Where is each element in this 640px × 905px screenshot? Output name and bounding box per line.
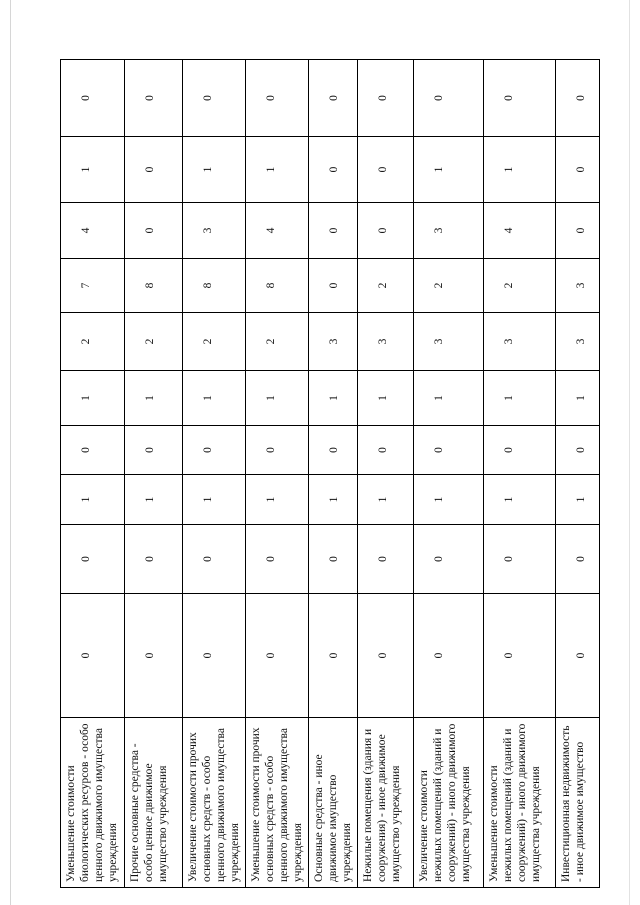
row-cell-5: 1 bbox=[309, 371, 358, 426]
row-cell-5: 1 bbox=[246, 371, 309, 426]
table-row bbox=[61, 60, 125, 888]
row-cell-8: 3 bbox=[183, 203, 246, 259]
row-cell-9: 1 bbox=[246, 137, 309, 203]
row-cell-4: 0 bbox=[556, 426, 600, 475]
row-label: Прочие основные средства - особо ценное движимое имущество учреждения bbox=[125, 718, 183, 888]
row-cell-6: 2 bbox=[125, 313, 183, 371]
row-cell-7: 3 bbox=[556, 259, 600, 313]
row-cell-6: 3 bbox=[556, 313, 600, 371]
row-cell-3: 1 bbox=[414, 475, 484, 525]
row-cell-6: 3 bbox=[358, 313, 414, 371]
row-cell-6: 3 bbox=[309, 313, 358, 371]
row-cell-9: 1 bbox=[61, 137, 125, 203]
row-cell-7: 8 bbox=[125, 259, 183, 313]
row-cell-8: 0 bbox=[556, 203, 600, 259]
row-cell-1: 0 bbox=[358, 594, 414, 718]
row-cell-4: 0 bbox=[183, 426, 246, 475]
row-cell-5: 1 bbox=[183, 371, 246, 426]
table-row bbox=[309, 60, 358, 888]
row-label: Уменьшение стоимости прочих основных средств - особо ценного движимого имущества учреждения bbox=[246, 718, 309, 888]
row-cell-5: 1 bbox=[414, 371, 484, 426]
row-cell-6: 3 bbox=[414, 313, 484, 371]
row-cell-2: 0 bbox=[556, 525, 600, 594]
row-label: Увеличение стоимости нежилых помещений (зданий и сооружений) - иного движимого имущества учреждения bbox=[414, 718, 484, 888]
row-cell-7: 2 bbox=[414, 259, 484, 313]
row-cell-3: 1 bbox=[484, 475, 556, 525]
table-row bbox=[484, 60, 556, 888]
row-cell-2: 0 bbox=[125, 525, 183, 594]
table-row bbox=[246, 60, 309, 888]
row-cell-8: 4 bbox=[61, 203, 125, 259]
row-cell-4: 0 bbox=[484, 426, 556, 475]
table-row bbox=[414, 60, 484, 888]
row-label: Уменьшение стоимости нежилых помещений (зданий и сооружений) - иного движимого имущества учреждения bbox=[484, 718, 556, 888]
row-cell-3: 1 bbox=[61, 475, 125, 525]
row-cell-10: 0 bbox=[246, 60, 309, 137]
row-label: Инвестиционная недвижимость - иное движимое имущество bbox=[556, 718, 600, 888]
table-body bbox=[61, 60, 600, 888]
row-cell-7: 7 bbox=[61, 259, 125, 313]
table-row bbox=[358, 60, 414, 888]
row-label: Основные средства - иное движимое имущество учреждения bbox=[309, 718, 358, 888]
row-cell-4: 0 bbox=[125, 426, 183, 475]
row-cell-9: 0 bbox=[358, 137, 414, 203]
row-cell-7: 2 bbox=[484, 259, 556, 313]
row-cell-7: 8 bbox=[183, 259, 246, 313]
row-cell-3: 1 bbox=[309, 475, 358, 525]
row-cell-9: 1 bbox=[183, 137, 246, 203]
row-cell-2: 0 bbox=[309, 525, 358, 594]
row-label: Нежилые помещения (здания и сооружения) - иное движимое имущество учреждения bbox=[358, 718, 414, 888]
row-cell-4: 0 bbox=[358, 426, 414, 475]
row-cell-10: 0 bbox=[183, 60, 246, 137]
row-cell-9: 0 bbox=[125, 137, 183, 203]
row-label: Увеличение стоимости прочих основных средств - особо ценного движимого имущества учреждения bbox=[183, 718, 246, 888]
row-cell-1: 0 bbox=[309, 594, 358, 718]
row-cell-4: 0 bbox=[309, 426, 358, 475]
row-cell-9: 1 bbox=[414, 137, 484, 203]
row-cell-4: 0 bbox=[61, 426, 125, 475]
rotated-table-container bbox=[60, 60, 594, 888]
row-cell-2: 0 bbox=[484, 525, 556, 594]
row-cell-2: 0 bbox=[246, 525, 309, 594]
table-row bbox=[125, 60, 183, 888]
row-cell-1: 0 bbox=[61, 594, 125, 718]
row-cell-10: 0 bbox=[61, 60, 125, 137]
row-cell-2: 0 bbox=[358, 525, 414, 594]
row-label: Уменьшение стоимости биологических ресурсов - особо ценного движимого имущества учреждения bbox=[61, 718, 125, 888]
row-cell-8: 4 bbox=[246, 203, 309, 259]
row-cell-2: 0 bbox=[61, 525, 125, 594]
row-cell-3: 1 bbox=[246, 475, 309, 525]
row-cell-1: 0 bbox=[484, 594, 556, 718]
row-cell-6: 2 bbox=[183, 313, 246, 371]
row-cell-1: 0 bbox=[246, 594, 309, 718]
row-cell-5: 1 bbox=[556, 371, 600, 426]
row-cell-10: 0 bbox=[358, 60, 414, 137]
row-cell-3: 1 bbox=[183, 475, 246, 525]
row-cell-3: 1 bbox=[358, 475, 414, 525]
row-cell-5: 1 bbox=[125, 371, 183, 426]
row-cell-6: 3 bbox=[484, 313, 556, 371]
row-cell-8: 0 bbox=[309, 203, 358, 259]
row-cell-9: 1 bbox=[484, 137, 556, 203]
row-cell-10: 0 bbox=[125, 60, 183, 137]
row-cell-5: 1 bbox=[484, 371, 556, 426]
table-row bbox=[183, 60, 246, 888]
row-cell-10: 0 bbox=[309, 60, 358, 137]
row-cell-7: 2 bbox=[358, 259, 414, 313]
row-cell-1: 0 bbox=[125, 594, 183, 718]
row-cell-8: 0 bbox=[358, 203, 414, 259]
row-cell-1: 0 bbox=[183, 594, 246, 718]
row-cell-10: 0 bbox=[556, 60, 600, 137]
table-rotation bbox=[60, 60, 594, 888]
row-cell-6: 2 bbox=[246, 313, 309, 371]
row-cell-6: 2 bbox=[61, 313, 125, 371]
row-cell-1: 0 bbox=[556, 594, 600, 718]
accounts-table bbox=[60, 59, 600, 888]
row-cell-8: 0 bbox=[125, 203, 183, 259]
row-cell-2: 0 bbox=[414, 525, 484, 594]
row-cell-5: 1 bbox=[61, 371, 125, 426]
row-cell-10: 0 bbox=[484, 60, 556, 137]
row-cell-7: 0 bbox=[309, 259, 358, 313]
table-row bbox=[556, 60, 600, 888]
row-cell-3: 1 bbox=[556, 475, 600, 525]
row-cell-8: 4 bbox=[484, 203, 556, 259]
row-cell-8: 3 bbox=[414, 203, 484, 259]
row-cell-10: 0 bbox=[414, 60, 484, 137]
row-cell-5: 1 bbox=[358, 371, 414, 426]
row-cell-9: 0 bbox=[309, 137, 358, 203]
row-cell-9: 0 bbox=[556, 137, 600, 203]
row-cell-2: 0 bbox=[183, 525, 246, 594]
row-cell-4: 0 bbox=[246, 426, 309, 475]
row-cell-7: 8 bbox=[246, 259, 309, 313]
row-cell-4: 0 bbox=[414, 426, 484, 475]
row-cell-3: 1 bbox=[125, 475, 183, 525]
row-cell-1: 0 bbox=[414, 594, 484, 718]
